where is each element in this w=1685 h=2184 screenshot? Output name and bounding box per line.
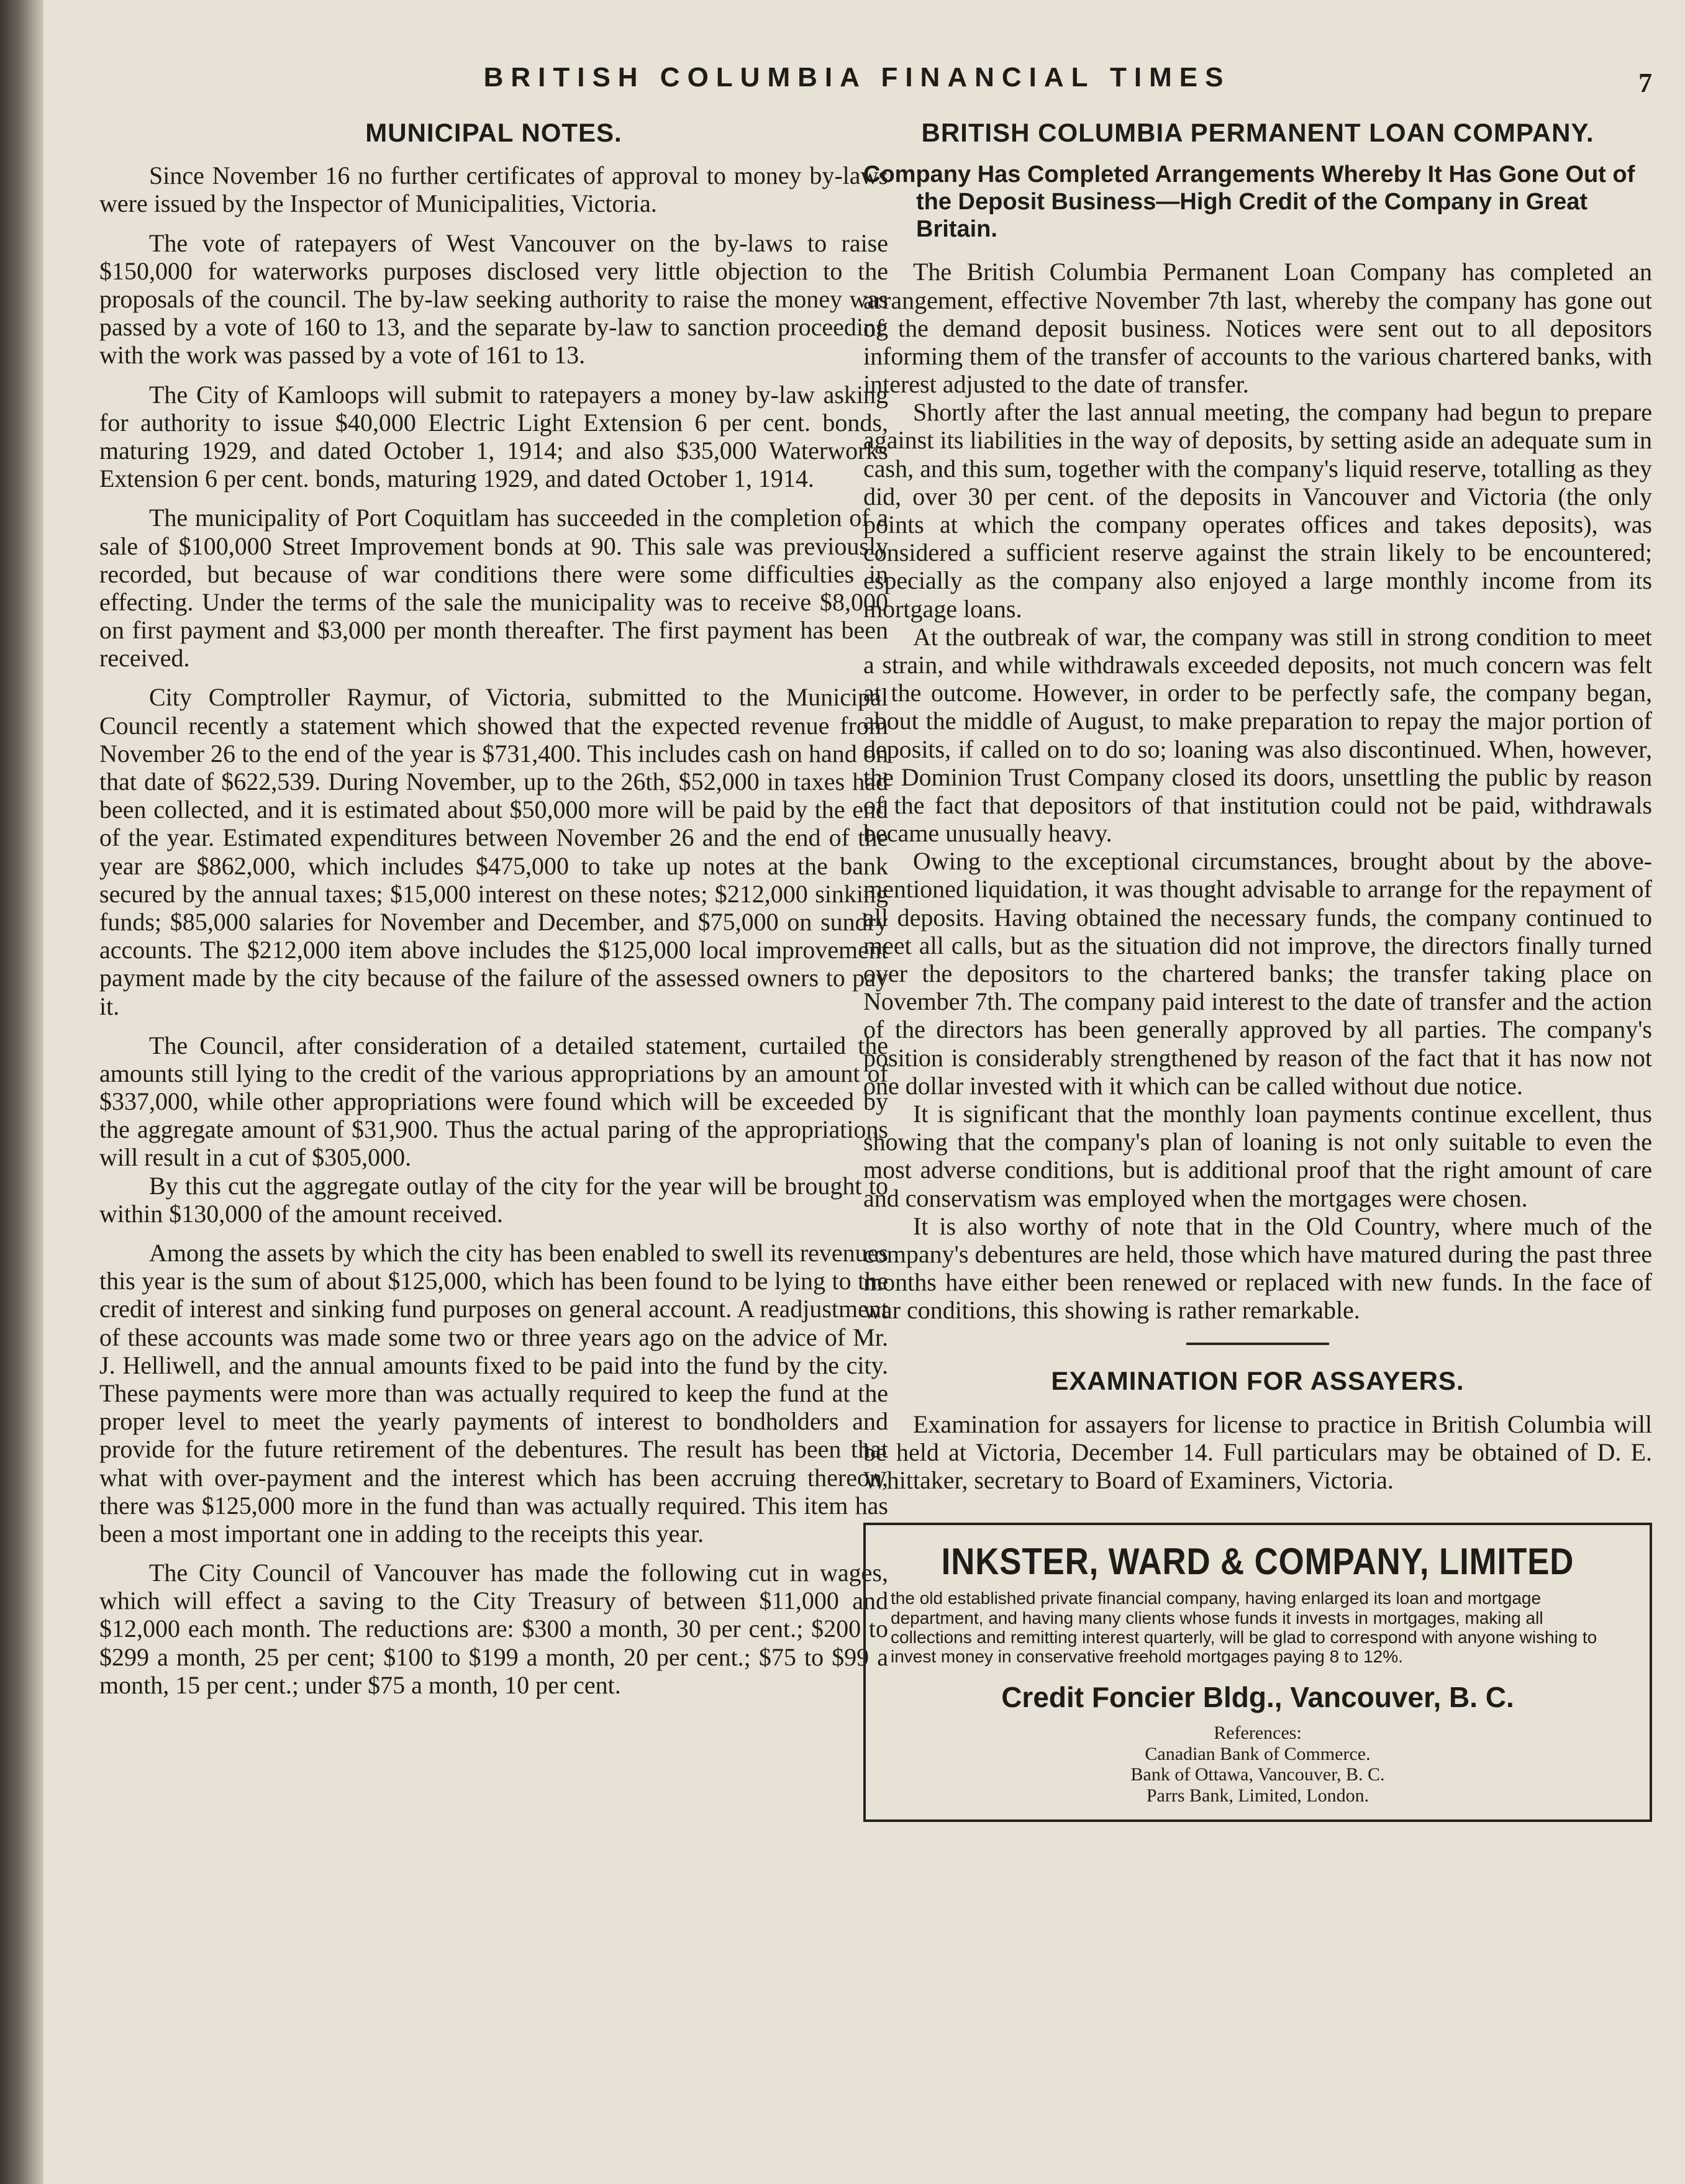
paragraph: Shortly after the last annual meeting, the company had begun to prepare against its liabilities in the way of deposits, by setting aside an adequate sum in cash, and this sum, together with the company's liquid reserve, totalling as they did, over 30 per cent. of the deposits in Vancouver and Victoria (the only points at which the company operates offices and takes deposits), was considered a sufficient reserve against the strain likely to be encountered; especially as the company also enjoyed a large monthly income from its mortgage loans.	[863, 398, 1652, 623]
ad-reference: Canadian Bank of Commerce.	[1145, 1743, 1371, 1764]
ad-references	[891, 1744, 1625, 1806]
paragraph: At the outbreak of war, the company was still in strong condition to meet a strain, and while withdrawals exceeded deposits, not much concern was felt at the outcome. However, in order to be perfectly safe, the company began, about the middle of August, to make preparation to repay the major portion of deposits, if called on to do so; loaning was also discontinued. When, however, the Dominion Trust Company closed its doors, unsettling the public by reason of the fact that depositors of that institution could not be paid, withdrawals became unusually heavy.	[863, 622, 1652, 848]
paragraph: Examination for assayers for license to practice in British Columbia will be held at Victoria, December 14. Full particulars may be obtained of D. E. Whittaker, secretary to Board of Examiners, Victoria.	[863, 1410, 1652, 1495]
book-binding-shadow	[0, 0, 43, 2184]
municipal-notes-heading: MUNICIPAL NOTES.	[365, 118, 622, 147]
ad-address: Credit Foncier Bldg., Vancouver, B. C.	[1001, 1680, 1514, 1713]
right-column	[863, 118, 1652, 1822]
loan-company-article	[863, 258, 1652, 1324]
left-column	[99, 118, 888, 1710]
paragraph: City Comptroller Raymur, of Victoria, submitted to the Municipal Council recently a statement which showed that the expected revenue from November 26 to the end of the year is $731,400. This includes cash on hand on that date of $622,539. During November, up to the 26th, $52,000 in taxes had been collected, and it is estimated about $50,000 more will be paid by the end of the year. Estimated expenditures between November 26 and the end of the year are $862,000, which includes $475,000 to take up notes at the bank secured by the annual taxes; $15,000 interest on these notes; $212,000 sinking funds; $85,000 salaries for November and December, and $75,000 on sundry accounts. The $212,000 item above includes the $125,000 local improvement payment made by the city because of the failure of the assessed owners to pay it.	[99, 683, 888, 1020]
page-number: 7	[1638, 68, 1652, 98]
paragraph: Since November 16 no further certificates of approval to money by-laws were issued by the Inspector of Municipalities, Victoria.	[99, 161, 888, 218]
ad-reference: Parrs Bank, Limited, London.	[1146, 1785, 1369, 1806]
ad-title: INKSTER, WARD & COMPANY, LIMITED	[941, 1541, 1574, 1583]
paragraph: By this cut the aggregate outlay of the city for the year will be brought to within $130,000 of the amount received.	[99, 1171, 888, 1228]
paragraph: The British Columbia Permanent Loan Company has completed an arrangement, effective November 7th last, whereby the company has gone out of the demand deposit business. Notices were sent out to all depositors informing them of the transfer of accounts to the various chartered banks, with interest adjusted to the date of transfer.	[863, 258, 1652, 399]
paragraph: It is also worthy of note that in the Old Country, where much of the company's debentures are held, those which have matured during the past three months have either been renewed or replaced with new funds. In the face of war conditions, this showing is rather remarkable.	[863, 1212, 1652, 1325]
inkster-ward-advertisement	[863, 1523, 1652, 1822]
paragraph: Among the assets by which the city has been enabled to swell its revenues this year is the sum of about $125,000, which has been found to be lying to the credit of interest and sinking fund purposes on general account. A readjustment of these accounts was made some two or three years ago on the advice of Mr. J. Helliwell, and the annual amounts fixed to be paid into the fund by the city. These payments were more than was actually required to keep the fund at the proper level to meet the yearly payments of interest to bondholders and provide for the future retirement of the debentures. The result has been that what with over-payment and the interest which has been accruing thereon, there was $125,000 more in the fund than was actually required. This item has been a most important one in adding to the receipts this year.	[99, 1239, 888, 1547]
section-divider	[1186, 1343, 1329, 1345]
paragraph: The Council, after consideration of a detailed statement, curtailed the amounts still lying to the credit of the various appropriations by an amount of $337,000, while other appropriations were found which will be exceeded by the aggregate amount of $31,900. Thus the actual paring of the appropriations will result in a cut of $305,000.	[99, 1031, 888, 1172]
running-title: BRITISH COLUMBIA FINANCIAL TIMES	[483, 62, 1231, 93]
paragraph: The City Council of Vancouver has made the following cut in wages, which will effect a saving to the City Treasury of between $11,000 and $12,000 each month. The reductions are: $300 a month, 30 per cent.; $200 to $299 a month, 25 per cent; $100 to $199 a month, 20 per cent.; $75 to $99 a month, 15 per cent.; under $75 a month, 10 per cent.	[99, 1559, 888, 1699]
paragraph: Owing to the exceptional circumstances, brought about by the above-mentioned liquidation, it was thought advisable to arrange for the repayment of all deposits. Having obtained the necessary funds, the company continued to meet all calls, but as the situation did not improve, the directors finally turned over the depositors to the chartered banks; the transfer taking place on November 7th. The company paid interest to the date of transfer and the action of the directors has been generally approved by all parties. The company's position is considerably strengthened by reason of the fact that it has now not one dollar invested with it which can be called without due notice.	[863, 847, 1652, 1100]
ad-references-label: References:	[1214, 1722, 1302, 1743]
paragraph: The municipality of Port Coquitlam has succeeded in the completion of a sale of $100,000 Street Improvement bonds at 90. This sale was previously recorded, but because of war conditions there were some difficulties in effecting. Under the terms of the sale the municipality was to receive $8,000 on first payment and $3,000 per month thereafter. The first payment has been received.	[99, 504, 888, 673]
assayers-heading: EXAMINATION FOR ASSAYERS.	[1051, 1366, 1465, 1396]
paragraph: The vote of ratepayers of West Vancouver on the by-laws to raise $150,000 for waterworks purposes disclosed very little objection to the proposals of the council. The by-law seeking authority to raise the money was passed by a vote of 160 to 13, and the separate by-law to sanction proceeding with the work was passed by a vote of 161 to 13.	[99, 229, 888, 369]
magazine-page	[62, 37, 1652, 2161]
paragraph: It is significant that the monthly loan payments continue excellent, thus showing that the company's plan of loaning is not only suitable to even the most adverse conditions, but is additional proof that the right amount of care and conservatism was employed when the mortgages were chosen.	[863, 1099, 1652, 1212]
ad-reference: Bank of Ottawa, Vancouver, B. C.	[1130, 1764, 1385, 1785]
paragraph: The City of Kamloops will submit to ratepayers a money by-law asking for authority to issue $40,000 Electric Light Extension 6 per cent. bonds, maturing 1929, and dated October 1, 1914; and also $35,000 Waterworks Extension 6 per cent. bonds, maturing 1929, and dated October 1, 1914.	[99, 380, 888, 493]
loan-company-heading: BRITISH COLUMBIA PERMANENT LOAN COMPANY.	[921, 118, 1594, 147]
ad-body: the old established private financial company, having enlarged its loan and mortgage department, and having many clients whose funds it invests in mortgages, making all collections and remitting interest quarterly, will be glad to correspond with anyone wishing to invest money in conservative freehold mortgages paying 8 to 12%.	[891, 1588, 1597, 1667]
loan-company-subheading: Company Has Completed Arrangements Whereby It Has Gone Out of the Deposit Business—High Credit of the Company in Great Britain.	[863, 161, 1635, 242]
